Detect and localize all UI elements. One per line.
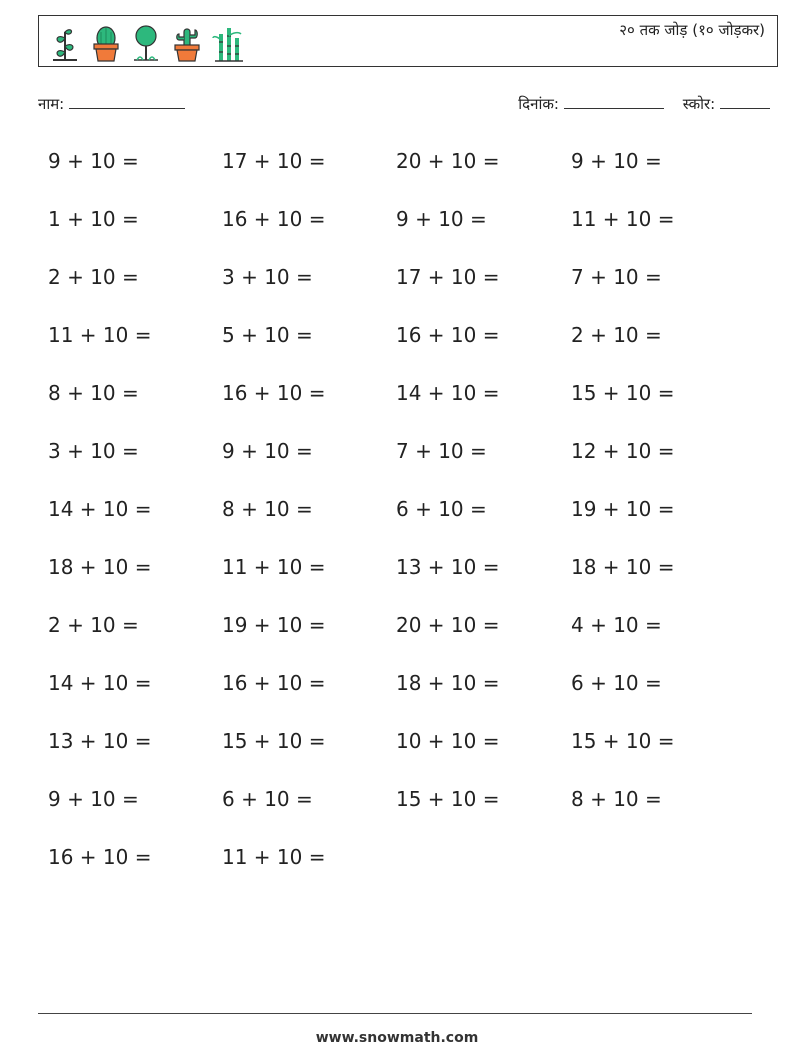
problem-37: 14 + 10 = <box>48 671 152 695</box>
problem-15: 16 + 10 = <box>396 323 500 347</box>
problem-24: 12 + 10 = <box>571 439 675 463</box>
problem-2: 17 + 10 = <box>222 149 326 173</box>
problem-14: 5 + 10 = <box>222 323 313 347</box>
footer-website[interactable]: www.snowmath.com <box>315 1030 479 1046</box>
problem-47: 15 + 10 = <box>396 787 500 811</box>
problem-9: 2 + 10 = <box>48 265 139 289</box>
problem-40: 6 + 10 = <box>571 671 662 695</box>
potted-cactus-icon <box>89 24 123 62</box>
problem-36: 4 + 10 = <box>571 613 662 637</box>
problem-3: 20 + 10 = <box>396 149 500 173</box>
problem-8: 11 + 10 = <box>571 207 675 231</box>
problem-21: 3 + 10 = <box>48 439 139 463</box>
potted-cactus-branch-icon <box>169 24 205 62</box>
name-field <box>38 94 185 114</box>
problem-12: 7 + 10 = <box>571 265 662 289</box>
problem-13: 11 + 10 = <box>48 323 152 347</box>
score-label: स्कोर: <box>682 95 716 113</box>
problem-29: 18 + 10 = <box>48 555 152 579</box>
problem-49: 16 + 10 = <box>48 845 152 869</box>
problem-22: 9 + 10 = <box>222 439 313 463</box>
plant-icons <box>47 22 247 62</box>
problem-43: 10 + 10 = <box>396 729 500 753</box>
problem-50: 11 + 10 = <box>222 845 326 869</box>
problem-10: 3 + 10 = <box>222 265 313 289</box>
problem-35: 20 + 10 = <box>396 613 500 637</box>
worksheet-header <box>38 15 778 67</box>
name-label: नाम: <box>38 95 65 113</box>
round-tree-icon <box>129 24 163 62</box>
problem-6: 16 + 10 = <box>222 207 326 231</box>
problem-18: 16 + 10 = <box>222 381 326 405</box>
date-label: दिनांक: <box>518 95 559 113</box>
problem-26: 8 + 10 = <box>222 497 313 521</box>
footer-divider <box>38 1013 752 1014</box>
worksheet-title: २० तक जोड़ (१० जोड़कर) <box>619 21 765 39</box>
problem-41: 13 + 10 = <box>48 729 152 753</box>
problem-5: 1 + 10 = <box>48 207 139 231</box>
date-blank[interactable] <box>564 94 664 109</box>
problem-42: 15 + 10 = <box>222 729 326 753</box>
problem-45: 9 + 10 = <box>48 787 139 811</box>
name-blank[interactable] <box>69 94 185 109</box>
problem-28: 19 + 10 = <box>571 497 675 521</box>
problem-46: 6 + 10 = <box>222 787 313 811</box>
problem-23: 7 + 10 = <box>396 439 487 463</box>
problem-20: 15 + 10 = <box>571 381 675 405</box>
problem-16: 2 + 10 = <box>571 323 662 347</box>
problem-17: 8 + 10 = <box>48 381 139 405</box>
sprout-plant-icon <box>47 24 83 62</box>
problem-33: 2 + 10 = <box>48 613 139 637</box>
problem-38: 16 + 10 = <box>222 671 326 695</box>
problem-19: 14 + 10 = <box>396 381 500 405</box>
problem-44: 15 + 10 = <box>571 729 675 753</box>
problem-1: 9 + 10 = <box>48 149 139 173</box>
problem-grid <box>48 146 745 900</box>
problem-11: 17 + 10 = <box>396 265 500 289</box>
problem-25: 14 + 10 = <box>48 497 152 521</box>
bamboo-icon <box>211 24 247 62</box>
problem-39: 18 + 10 = <box>396 671 500 695</box>
score-blank[interactable] <box>720 94 770 109</box>
problem-32: 18 + 10 = <box>571 555 675 579</box>
problem-4: 9 + 10 = <box>571 149 662 173</box>
date-score-fields <box>518 94 770 114</box>
problem-7: 9 + 10 = <box>396 207 487 231</box>
problem-27: 6 + 10 = <box>396 497 487 521</box>
problem-30: 11 + 10 = <box>222 555 326 579</box>
problem-34: 19 + 10 = <box>222 613 326 637</box>
problem-31: 13 + 10 = <box>396 555 500 579</box>
problem-48: 8 + 10 = <box>571 787 662 811</box>
